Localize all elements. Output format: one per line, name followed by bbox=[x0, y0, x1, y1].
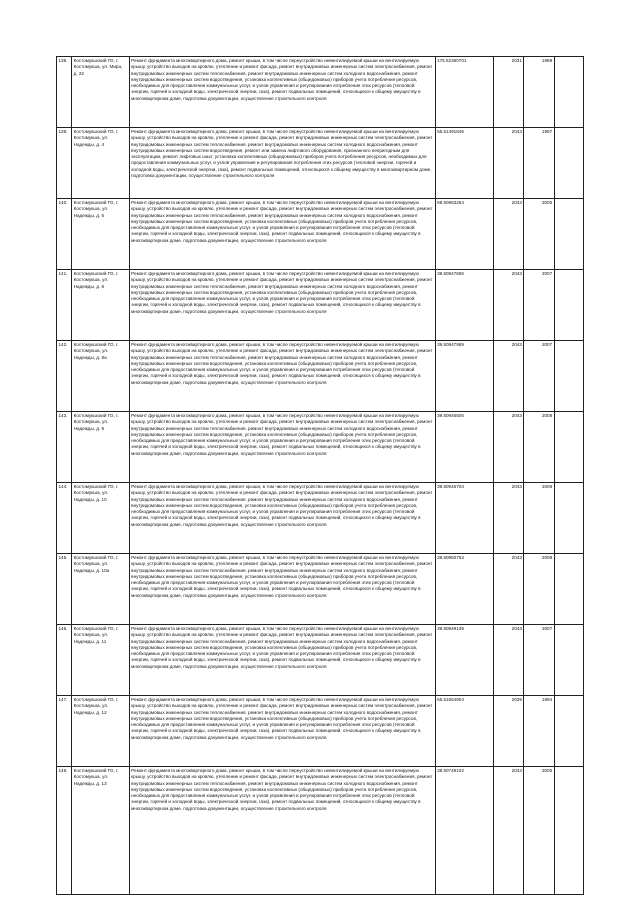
row-works: Ремонт фундамента многоквартирного дома, ремонт крыши, в том числе переустройство невентилируемой крыши на вентилируемую крышу, устройство выходов на кровлю, утепление и ремонт фасада, ремонт внутридомовых инженерных систем электроснабжения, ремонт внутридомовых инженерных систем теплоснабжения, ремонт внутридомовых инженерных систем холодного водоснабжения, ремонт внутридомовых инженерных систем водоотведения, установка коллективных (общедомовых) приборов учета потребления ресурсов, необходимых для предоставления коммунальных услуг, и узлов управления и регулирования потребления этих ресурсов (тепловой энергии, горячей и холодной воды, электрической энергии, газа), ремонт подвальных помещений, относящихся к общему имуществу в многоквартирном доме, подготовка документации, осуществление строительного контроля bbox=[129, 483, 435, 554]
row-code: 39.50949139 bbox=[435, 625, 494, 696]
row-code: 39.50950753 bbox=[435, 554, 494, 625]
row-planned-year: 2043 bbox=[494, 341, 524, 412]
row-works: Ремонт фундамента многоквартирного дома, ремонт крыши, в том числе переустройство невентилируемой крыши на вентилируемую крышу, устройство выходов на кровлю, утепление и ремонт фасада, ремонт внутридомовых инженерных систем электроснабжения, ремонт внутридомовых инженерных систем теплоснабжения, ремонт внутридомовых инженерных систем холодного водоснабжения, ремонт внутридомовых инженерных систем водоотведения, установка коллективных (общедомовых) приборов учета потребления ресурсов, необходимых для предоставления коммунальных услуг, и узлов управления и регулирования потребления этих ресурсов (тепловой энергии, горячей и холодной воды, электрической энергии, газа), ремонт подвальных помещений, относящихся к общему имуществу в многоквартирном доме, подготовка документации, осуществление строительного контроля bbox=[129, 270, 435, 341]
row-number: 141. bbox=[57, 270, 72, 341]
row-blank-cell bbox=[554, 412, 583, 483]
row-planned-year: 2043 bbox=[494, 767, 524, 895]
row-address: Костомукшский ГО, г. Костомукша, ул. Надежды, д. 12 bbox=[72, 696, 130, 767]
row-address: Костомукшский ГО, г. Костомукша, ул. Надежды, д. 11 bbox=[72, 625, 130, 696]
row-planned-year: 2043 bbox=[494, 554, 524, 625]
table-row bbox=[57, 270, 584, 341]
table-row bbox=[57, 696, 584, 767]
row-number: 143. bbox=[57, 412, 72, 483]
table-row bbox=[57, 767, 584, 895]
row-address: Костомукшский ГО, г. Костомукша, ул. Надежды, д. 8а bbox=[72, 341, 130, 412]
row-planned-year: 2043 bbox=[494, 270, 524, 341]
row-number: 142. bbox=[57, 341, 72, 412]
table-row bbox=[57, 128, 584, 199]
row-built-year: 2005 bbox=[524, 199, 554, 270]
row-built-year: 2007 bbox=[524, 341, 554, 412]
row-address: Костомукшский ГО, г. Костомукша, ул. Мира, д. 22 bbox=[72, 57, 130, 128]
row-address: Костомукшский ГО, г. Костомукша, ул. Надежды, д. 10 bbox=[72, 483, 130, 554]
row-built-year: 2008 bbox=[524, 554, 554, 625]
works-table bbox=[56, 56, 584, 895]
row-built-year: 2008 bbox=[524, 483, 554, 554]
row-number: 139. bbox=[57, 128, 72, 199]
row-blank-cell bbox=[554, 767, 583, 895]
row-code: 39.50947606 bbox=[435, 270, 494, 341]
row-planned-year: 2043 bbox=[494, 625, 524, 696]
row-address: Костомукшский ГО, г. Костомукша, ул. Надежды, д. 6 bbox=[72, 199, 130, 270]
row-number: 144. bbox=[57, 483, 72, 554]
row-built-year: 2005 bbox=[524, 767, 554, 895]
row-works: Ремонт фундамента многоквартирного дома, ремонт крыши, в том числе переустройство невентилируемой крыши на вентилируемую крышу, устройство выходов на кровлю, утепление и ремонт фасада, ремонт внутридомовых инженерных систем электроснабжения, ремонт внутридомовых инженерных систем теплоснабжения, ремонт внутридомовых инженерных систем холодного водоснабжения, ремонт внутридомовых инженерных систем водоотведения, установка коллективных (общедомовых) приборов учета потребления ресурсов, необходимых для предоставления коммунальных услуг, и узлов управления и регулирования потребления этих ресурсов (тепловой энергии, горячей и холодной воды, электрической энергии, газа), ремонт подвальных помещений, относящихся к общему имуществу в многоквартирном доме, подготовка документации, осуществление строительного контроля bbox=[129, 554, 435, 625]
row-blank-cell bbox=[554, 554, 583, 625]
row-number: 146. bbox=[57, 625, 72, 696]
row-code: 65.51654904 bbox=[435, 696, 494, 767]
row-works: Ремонт фундамента многоквартирного дома, ремонт крыши, в том числе переустройство невентилируемой крыши на вентилируемую крышу, устройство выходов на кровлю, утепление и ремонт фасада, ремонт внутридомовых инженерных систем электроснабжения, ремонт внутридомовых инженерных систем теплоснабжения, ремонт внутридомовых инженерных систем холодного водоснабжения, ремонт внутридомовых инженерных систем водоотведения, ремонт или замена лифтового оборудования, признанного непригодным для эксплуатации, ремонт лифтовых шахт, установка коллективных (общедомовых) приборов учета потребления ресурсов, необходимых для предоставления коммунальных услуг, и узлов управления и регулирования потребления этих ресурсов (тепловой энергии, горячей и холодной воды, электрической энергии, газа), ремонт подвальных помещений, относящихся к общему имуществу в многоквартирном доме, подготовка документации, осуществление строительного контроля bbox=[129, 128, 435, 199]
row-number: 148. bbox=[57, 767, 72, 895]
row-planned-year: 2043 bbox=[494, 412, 524, 483]
row-code: 175.52360701 bbox=[435, 57, 494, 128]
row-blank-cell bbox=[554, 199, 583, 270]
row-code: 39.50946505 bbox=[435, 412, 494, 483]
row-address: Костомукшский ГО, г. Костомукша, ул. Надежды, д. 10а bbox=[72, 554, 130, 625]
table-row bbox=[57, 199, 584, 270]
row-blank-cell bbox=[554, 696, 583, 767]
row-built-year: 1994 bbox=[524, 696, 554, 767]
row-blank-cell bbox=[554, 57, 583, 128]
row-built-year: 2007 bbox=[524, 625, 554, 696]
row-code: 39.50947959 bbox=[435, 341, 494, 412]
row-blank-cell bbox=[554, 128, 583, 199]
row-address: Костомукшский ГО, г. Костомукша, ул. Надежды, д. 8 bbox=[72, 270, 130, 341]
row-works: Ремонт фундамента многоквартирного дома, ремонт крыши, в том числе переустройство невентилируемой крыши на вентилируемую крышу, устройство выходов на кровлю, утепление и ремонт фасада, ремонт внутридомовых инженерных систем электроснабжения, ремонт внутридомовых инженерных систем теплоснабжения, ремонт внутридомовых инженерных систем холодного водоснабжения, ремонт внутридомовых инженерных систем водоотведения, установка коллективных (общедомовых) приборов учета потребления ресурсов, необходимых для предоставления коммунальных услуг, и узлов управления и регулирования потребления этих ресурсов (тепловой энергии, горячей и холодной воды, электрической энергии, газа), ремонт подвальных помещений, относящихся к общему имуществу в многоквартирном доме, подготовка документации, осуществление строительного контроля bbox=[129, 696, 435, 767]
row-planned-year: 2043 bbox=[494, 483, 524, 554]
row-number: 139. bbox=[57, 57, 72, 128]
row-built-year: 2007 bbox=[524, 270, 554, 341]
row-blank-cell bbox=[554, 341, 583, 412]
row-address: Костомукшский ГО, г. Костомукша, ул. Надежды, д. 13 bbox=[72, 767, 130, 895]
table-row bbox=[57, 412, 584, 483]
row-works: Ремонт фундамента многоквартирного дома, ремонт крыши, в том числе переустройство невентилируемой крыши на вентилируемую крышу, устройство выходов на кровлю, утепление и ремонт фасада, ремонт внутридомовых инженерных систем электроснабжения, ремонт внутридомовых инженерных систем теплоснабжения, ремонт внутридомовых инженерных систем холодного водоснабжения, ремонт внутридомовых инженерных систем водоотведения, установка коллективных (общедомовых) приборов учета потребления ресурсов, необходимых для предоставления коммунальных услуг, и узлов управления и регулирования потребления этих ресурсов (тепловой энергии, горячей и холодной воды, электрической энергии, газа), ремонт подвальных помещений, относящихся к общему имуществу в многоквартирном доме, подготовка документации, осуществление строительного контроля bbox=[129, 412, 435, 483]
row-works: Ремонт фундамента многоквартирного дома, ремонт крыши, в том числе переустройство невентилируемой крыши на вентилируемую крышу, устройство выходов на кровлю, утепление и ремонт фасада, ремонт внутридомовых инженерных систем электроснабжения, ремонт внутридомовых инженерных систем теплоснабжения, ремонт внутридомовых инженерных систем холодного водоснабжения, ремонт внутридомовых инженерных систем водоотведения, установка коллективных (общедомовых) приборов учета потребления ресурсов, необходимых для предоставления коммунальных услуг, и узлов управления и регулирования потребления этих ресурсов (тепловой энергии, горячей и холодной воды, электрической энергии, газа), ремонт подвальных помещений, относящихся к общему имуществу в многоквартирном доме, подготовка документации, осуществление строительного контроля bbox=[129, 341, 435, 412]
row-planned-year: 2031 bbox=[494, 57, 524, 128]
table-row bbox=[57, 341, 584, 412]
row-blank-cell bbox=[554, 270, 583, 341]
row-code: 59.50953254 bbox=[435, 199, 494, 270]
row-planned-year: 2039 bbox=[494, 696, 524, 767]
row-built-year: 1997 bbox=[524, 128, 554, 199]
row-address: Костомукшский ГО, г. Костомукша, ул. Надежды, д. 9 bbox=[72, 412, 130, 483]
row-planned-year: 2043 bbox=[494, 128, 524, 199]
row-code: 55.51491845 bbox=[435, 128, 494, 199]
row-address: Костомукшский ГО, г. Костомукша, ул. Надежды, д. 4 bbox=[72, 128, 130, 199]
table-row bbox=[57, 483, 584, 554]
row-number: 147. bbox=[57, 696, 72, 767]
table-row bbox=[57, 554, 584, 625]
row-number: 145. bbox=[57, 554, 72, 625]
table-row bbox=[57, 625, 584, 696]
row-blank-cell bbox=[554, 625, 583, 696]
row-works: Ремонт фундамента многоквартирного дома, ремонт крыши, в том числе переустройство невентилируемой крыши на вентилируемую крышу, устройство выходов на кровлю, утепление и ремонт фасада, ремонт внутридомовых инженерных систем электроснабжения, ремонт внутридомовых инженерных систем теплоснабжения, ремонт внутридомовых инженерных систем холодного водоснабжения, ремонт внутридомовых инженерных систем водоотведения, установка коллективных (общедомовых) приборов учета потребления ресурсов, необходимых для предоставления коммунальных услуг, и узлов управления и регулирования потребления этих ресурсов (тепловой энергии, горячей и холодной воды, электрической энергии, газа), ремонт подвальных помещений, относящихся к общему имуществу в многоквартирном доме, подготовка документации, осуществление строительного контроля bbox=[129, 199, 435, 270]
row-planned-year: 2043 bbox=[494, 199, 524, 270]
row-works: Ремонт фундамента многоквартирного дома, ремонт крыши, в том числе переустройство невентилируемой крыши на вентилируемую крышу, устройство выходов на кровлю, утепление и ремонт фасада, ремонт внутридомовых инженерных систем электроснабжения, ремонт внутридомовых инженерных систем теплоснабжения, ремонт внутридомовых инженерных систем холодного водоснабжения, ремонт внутридомовых инженерных систем водоотведения, установка коллективных (общедомовых) приборов учета потребления ресурсов, необходимых для предоставления коммунальных услуг, и узлов управления и регулирования потребления этих ресурсов (тепловой энергии, горячей и холодной воды, электрической энергии, газа), ремонт подвальных помещений, относящихся к общему имуществу в многоквартирном доме, подготовка документации, осуществление строительного контроля bbox=[129, 767, 435, 895]
row-code: 39.50946704 bbox=[435, 483, 494, 554]
row-works: Ремонт фундамента многоквартирного дома, ремонт крыши, в том числе переустройство невентилируемой крыши на вентилируемую крышу, устройство выходов на кровлю, утепление и ремонт фасада, ремонт внутридомовых инженерных систем электроснабжения, ремонт внутридомовых инженерных систем теплоснабжения, ремонт внутридомовых инженерных систем холодного водоснабжения, ремонт внутридомовых инженерных систем водоотведения, установка коллективных (общедомовых) приборов учета потребления ресурсов, необходимых для предоставления коммунальных услуг, и узлов управления и регулирования потребления этих ресурсов (тепловой энергии, горячей и холодной воды, электрической энергии, газа), ремонт подвальных помещений, относящихся к общему имуществу в многоквартирном доме, подготовка документации, осуществление строительного контроля bbox=[129, 625, 435, 696]
row-built-year: 2008 bbox=[524, 412, 554, 483]
row-blank-cell bbox=[554, 483, 583, 554]
row-built-year: 1989 bbox=[524, 57, 554, 128]
row-code: 39.50749102 bbox=[435, 767, 494, 895]
table-row bbox=[57, 57, 584, 128]
row-works: Ремонт фундамента многоквартирного дома, ремонт крыши, в том числе переустройство невентилируемой крыши на вентилируемую крышу, устройство выходов на кровлю, утепление и ремонт фасада, ремонт внутридомовых инженерных систем электроснабжения, ремонт внутридомовых инженерных систем теплоснабжения, ремонт внутридомовых инженерных систем холодного водоснабжения, ремонт внутридомовых инженерных систем водоотведения, установка коллективных (общедомовых) приборов учета потребления ресурсов, необходимых для предоставления коммунальных услуг, и узлов управления и регулирования потребления этих ресурсов (тепловой энергии, горячей и холодной воды, электрической энергии, газа), ремонт подвальных помещений, относящихся к общему имуществу в многоквартирном доме, подготовка документации, осуществление строительного контроля bbox=[129, 57, 435, 128]
row-number: 140. bbox=[57, 199, 72, 270]
